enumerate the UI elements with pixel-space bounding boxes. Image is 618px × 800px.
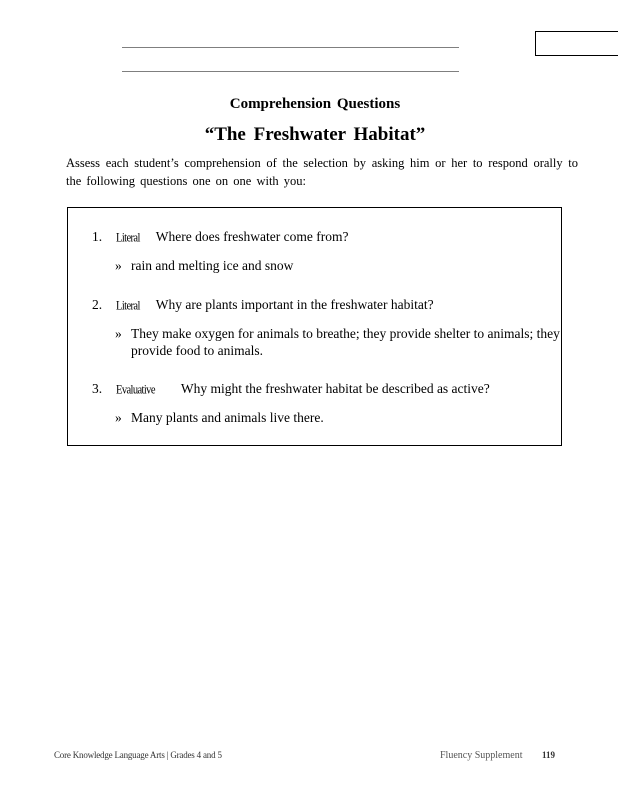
answer-text: rain and melting ice and snow: [131, 258, 294, 273]
instructions-paragraph: Assess each student’s comprehension of the selection by asking him or her to respond orally to the following questions one on one with you:: [66, 156, 578, 188]
question-type: Literal: [116, 300, 140, 313]
questions-box: [67, 207, 562, 446]
question-number: 1.: [92, 229, 103, 244]
answer-marker-icon: »: [115, 410, 122, 425]
answer-marker-icon: »: [115, 326, 122, 341]
answer-2: [115, 325, 571, 359]
question-text: Where does freshwater come from?: [155, 229, 349, 244]
answer-marker-icon: »: [115, 258, 122, 273]
question-number: 3.: [92, 381, 103, 396]
page-number: 119: [542, 750, 556, 760]
page-title: Comprehension Questions: [229, 96, 401, 112]
date-line: [122, 71, 459, 72]
question-text: Why are plants important in the freshwater habitat?: [155, 297, 434, 312]
answer-text: They make oxygen for animals to breathe; they provide shelter to animals; they provide food to animals.: [131, 326, 560, 358]
footer-series: Core Knowledge Language Arts | Grades 4 and 5: [54, 750, 222, 760]
question-2: [92, 297, 434, 313]
name-line: [122, 47, 459, 48]
selection-title: “The Freshwater Habitat”: [204, 124, 426, 145]
footer-book-title: Fluency Supplement: [440, 750, 523, 761]
question-1: [92, 229, 348, 245]
question-3: [92, 381, 490, 397]
question-number: 2.: [92, 297, 103, 312]
answer-1: [115, 257, 571, 274]
question-type: Literal: [116, 232, 140, 245]
question-text: Why might the freshwater habitat be described as active?: [180, 381, 490, 396]
question-type: Evaluative: [116, 384, 155, 397]
answer-text: Many plants and animals live there.: [131, 410, 324, 425]
score-box: [535, 31, 618, 56]
answer-3: [115, 409, 571, 426]
